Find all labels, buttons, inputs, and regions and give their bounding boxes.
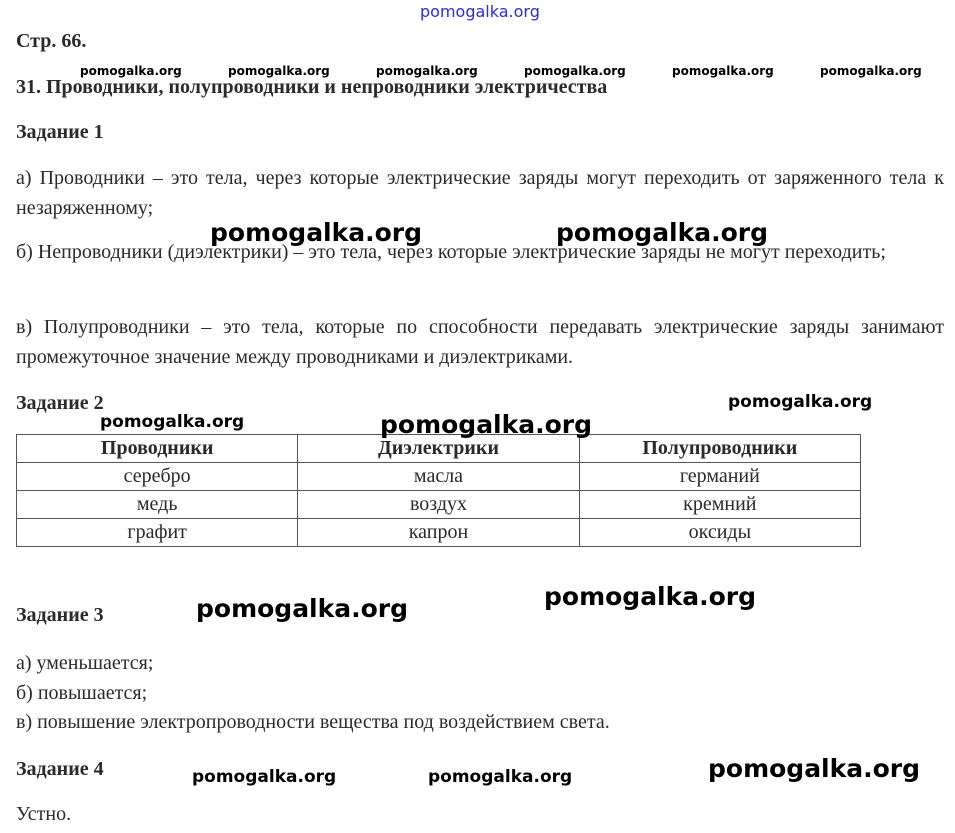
header-conductors: Проводники	[17, 435, 298, 463]
header-dielectrics: Диэлектрики	[298, 435, 579, 463]
task1-title: Задание 1	[16, 121, 104, 143]
materials-table	[16, 434, 861, 547]
table-cell: кремний	[579, 491, 860, 519]
task3-item-b: б) повышается;	[16, 682, 148, 704]
table-cell: оксиды	[579, 519, 860, 547]
task4-title: Задание 4	[16, 758, 104, 780]
table-cell: масла	[298, 463, 579, 491]
table-cell: воздух	[298, 491, 579, 519]
task4-answer: Устно.	[16, 803, 72, 825]
task1-item-c: в) Полупроводники – это тела, которые по способности передавать электрические заряды занимают промежуточное значение между проводниками и диэлектриками.	[16, 316, 944, 368]
table-cell: графит	[17, 519, 298, 547]
task1-item-b: б) Непроводники (диэлектрики) – это тела, через которые электрические заряды не могут переходить;	[16, 241, 886, 263]
table-cell: медь	[17, 491, 298, 519]
table-row	[17, 491, 861, 519]
watermark-top: pomogalka.org	[420, 2, 540, 21]
table-cell: капрон	[298, 519, 579, 547]
watermark: pomogalka.org	[524, 64, 626, 78]
watermark: pomogalka.org	[728, 392, 873, 412]
watermark: pomogalka.org	[376, 64, 478, 78]
watermark: pomogalka.org	[556, 218, 769, 247]
table-row	[17, 519, 861, 547]
watermark: pomogalka.org	[210, 218, 423, 247]
watermark: pomogalka.org	[196, 594, 409, 623]
page-number: Стр. 66.	[16, 30, 87, 52]
watermark: pomogalka.org	[820, 64, 922, 78]
section-title: 31. Проводники, полупроводники и непроводники электричества	[16, 76, 608, 98]
watermark: pomogalka.org	[428, 767, 573, 787]
task1-item-a: а) Проводники – это тела, через которые электрические заряды могут переходить от заряженного тела к незаряженному;	[16, 167, 944, 219]
watermark: pomogalka.org	[80, 64, 182, 78]
watermark: pomogalka.org	[708, 754, 921, 783]
watermark: pomogalka.org	[228, 64, 330, 78]
watermark: pomogalka.org	[380, 410, 593, 439]
watermark: pomogalka.org	[192, 767, 337, 787]
header-semiconductors: Полупроводники	[579, 435, 860, 463]
watermark: pomogalka.org	[672, 64, 774, 78]
task3-title: Задание 3	[16, 604, 104, 626]
task3-item-c: в) повышение электропроводности вещества под воздействием света.	[16, 711, 610, 733]
task2-title: Задание 2	[16, 392, 104, 414]
table-cell: серебро	[17, 463, 298, 491]
watermark: pomogalka.org	[100, 412, 245, 432]
task3-item-a: а) уменьшается;	[16, 652, 154, 674]
table-row	[17, 463, 861, 491]
watermark: pomogalka.org	[544, 582, 757, 611]
table-cell: германий	[579, 463, 860, 491]
